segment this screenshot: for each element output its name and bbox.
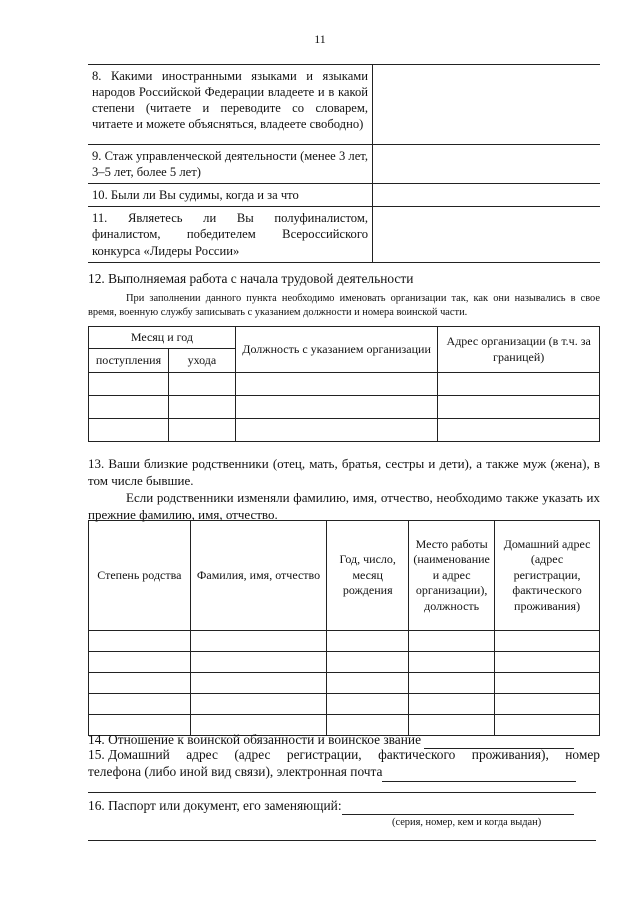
question-8-text: Какими иностранными языками и языками народов Российской Федерации владеете и в какой степени (читаете и переводите со словарем, читаете и можете объясняться, владеете свободно)	[92, 69, 368, 132]
work-row	[89, 373, 600, 396]
relative-relation-cell[interactable]	[89, 631, 191, 652]
section-15-word: проживания),	[471, 747, 549, 762]
header-relation: Степень родства	[89, 521, 191, 631]
relative-row	[89, 673, 600, 694]
section-15-word: (адрес	[234, 747, 271, 762]
relative-work-cell[interactable]	[409, 673, 495, 694]
question-10-label	[88, 184, 373, 207]
relative-relation-cell[interactable]	[89, 652, 191, 673]
question-row-8	[88, 65, 600, 145]
section-15-extra-line[interactable]	[88, 792, 596, 793]
relative-work-cell[interactable]	[409, 652, 495, 673]
work-address-cell[interactable]	[438, 419, 600, 442]
header-home: Домашний адрес (адрес регистрации, фактического проживания)	[495, 521, 600, 631]
section-15	[88, 746, 600, 782]
relative-name-cell[interactable]	[190, 694, 327, 715]
work-position-cell[interactable]	[235, 373, 437, 396]
question-8-label	[88, 65, 373, 145]
relative-relation-cell[interactable]	[89, 694, 191, 715]
relative-birth-cell[interactable]	[327, 694, 409, 715]
work-start-cell[interactable]	[89, 373, 169, 396]
question-9-label	[88, 145, 373, 184]
section-15-line-2	[88, 763, 600, 781]
section-12-title: 12. Выполняемая работа с начала трудовой деятельности	[88, 271, 414, 286]
question-9-text: Стаж управленческой деятельности (менее 3 лет, 3–5 лет, более 5 лет)	[92, 149, 368, 180]
section-16-caption: (серия, номер, кем и когда выдан)	[392, 817, 542, 828]
header-start: поступления	[89, 349, 169, 373]
section-15-answer-field[interactable]	[382, 763, 576, 781]
relative-row	[89, 631, 600, 652]
relative-row	[89, 694, 600, 715]
header-month-year: Месяц и год	[89, 327, 236, 349]
section-13-title: 13. Ваши близкие родственники (отец, мать, братья, сестры и дети), а также муж (жена), в том числе бывшие.	[88, 456, 600, 488]
question-11-text: Являетесь ли Вы полуфиналистом, финалистом, победителем Всероссийского конкурса «Лидеры России»	[92, 211, 368, 258]
work-end-cell[interactable]	[168, 419, 235, 442]
relative-birth-cell[interactable]	[327, 673, 409, 694]
section-14-text: 14. Отношение к воинской обязанности и воинское звание	[88, 732, 422, 747]
relative-home-cell[interactable]	[495, 673, 600, 694]
relative-name-cell[interactable]	[190, 673, 327, 694]
work-end-cell[interactable]	[168, 396, 235, 419]
section-15-word: регистрации,	[286, 747, 362, 762]
relative-home-cell[interactable]	[495, 631, 600, 652]
section-13-note: Если родственники изменяли фамилию, имя, отчество, необходимо также указать их прежние фамилию, имя, отчество.	[88, 489, 600, 522]
work-row	[89, 396, 600, 419]
section-15-line-2-text: телефона (либо иной вид связи), электронная почта	[88, 764, 383, 780]
relative-birth-cell[interactable]	[327, 652, 409, 673]
relative-birth-cell[interactable]	[327, 631, 409, 652]
question-8-number: 8.	[92, 69, 102, 83]
question-11-label	[88, 207, 373, 262]
question-9-number: 9.	[92, 149, 102, 163]
work-address-cell[interactable]	[438, 396, 600, 419]
question-10-text: Были ли Вы судимы, когда и за что	[110, 188, 299, 203]
section-16-answer-field[interactable]	[342, 797, 574, 815]
relative-row	[89, 652, 600, 673]
question-11-number: 11.	[92, 211, 108, 226]
question-10-number: 10.	[92, 188, 108, 203]
work-start-cell[interactable]	[89, 396, 169, 419]
work-start-cell[interactable]	[89, 419, 169, 442]
work-end-cell[interactable]	[168, 373, 235, 396]
header-name: Фамилия, имя, отчество	[190, 521, 327, 631]
page-number: 11	[314, 32, 326, 46]
header-end: ухода	[168, 349, 235, 373]
question-row-9	[88, 145, 600, 184]
work-position-cell[interactable]	[235, 396, 437, 419]
section-12-note: При заполнении данного пункта необходимо именовать организации так, как они назывались в свое время, военную службу записывать с указанием должности и номера воинской части.	[88, 293, 600, 319]
section-15-line-1	[88, 746, 600, 763]
relative-work-cell[interactable]	[409, 694, 495, 715]
questions-table	[88, 64, 600, 263]
section-15-word: 15. Домашний	[88, 747, 170, 762]
section-15-word: фактического	[378, 747, 456, 762]
header-address: Адрес организации (в т.ч. за границей)	[438, 327, 600, 373]
work-position-cell[interactable]	[235, 419, 437, 442]
work-row	[89, 419, 600, 442]
work-history-table	[88, 326, 600, 442]
section-16	[88, 797, 600, 815]
question-8-answer-field[interactable]	[373, 65, 601, 145]
relative-work-cell[interactable]	[409, 631, 495, 652]
question-9-answer-field[interactable]	[373, 145, 601, 184]
section-13	[88, 456, 600, 524]
section-15-word: номер	[565, 747, 600, 762]
question-row-10	[88, 184, 600, 207]
relative-home-cell[interactable]	[495, 652, 600, 673]
relative-name-cell[interactable]	[190, 652, 327, 673]
question-10-answer-field[interactable]	[373, 184, 601, 207]
relatives-table	[88, 520, 600, 736]
relative-name-cell[interactable]	[190, 631, 327, 652]
question-row-11	[88, 207, 600, 262]
header-work: Место работы (наименование и адрес организации), должность	[409, 521, 495, 631]
relative-relation-cell[interactable]	[89, 673, 191, 694]
section-15-word: адрес	[186, 747, 218, 762]
section-16-text: 16. Паспорт или документ, его заменяющий:	[88, 798, 342, 813]
header-birth: Год, число, месяц рождения	[327, 521, 409, 631]
relative-home-cell[interactable]	[495, 694, 600, 715]
header-position: Должность с указанием организации	[235, 327, 437, 373]
work-address-cell[interactable]	[438, 373, 600, 396]
question-11-answer-field[interactable]	[373, 207, 601, 262]
section-16-extra-line[interactable]	[88, 840, 596, 841]
